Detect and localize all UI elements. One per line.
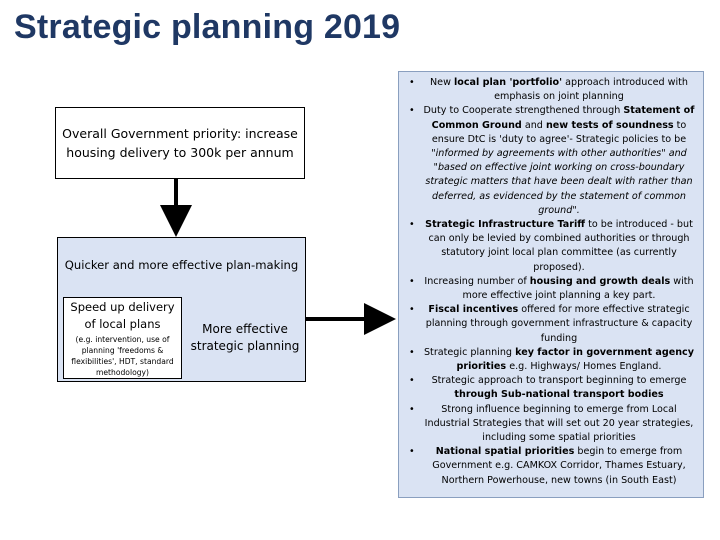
measure-text: New — [430, 77, 454, 88]
measure-item — [407, 76, 697, 104]
measures-panel — [398, 71, 704, 498]
measure-text: with more effective joint planning a key part. — [462, 275, 694, 302]
measure-text: Fiscal incentives — [428, 304, 519, 316]
measures-list — [407, 76, 697, 488]
measure-text: Duty to Cooperate strengthened through — [423, 105, 624, 117]
measure-item — [407, 346, 697, 374]
measure-text: e.g. Highways/ Homes England. — [506, 361, 662, 373]
strategic-planning-text: More effective strategic planning — [190, 322, 300, 353]
page-title: Strategic planning 2019 — [14, 8, 401, 46]
measure-item — [407, 403, 697, 446]
gov-priority-text: Overall Government priority: increase housing delivery to 300k per annum — [62, 126, 298, 160]
measure-text: Strategic Infrastructure Tariff — [425, 219, 586, 231]
measure-text: National spatial priorities — [435, 446, 575, 458]
plan-making-label: Quicker and more effective plan-making — [64, 258, 299, 272]
measure-text: housing and growth deals — [529, 275, 671, 287]
measure-text: Statement of Common Ground — [431, 105, 695, 131]
measure-text: Strategic approach to transport beginning to emerge — [431, 375, 687, 387]
measure-item — [407, 218, 697, 275]
speed-up-title: Speed up delivery of local plans — [70, 299, 175, 331]
gov-priority-box — [55, 107, 305, 179]
speed-up-box — [63, 297, 182, 379]
measure-text: and — [521, 119, 546, 131]
measure-text: offered for more effective strategic planning through government infrastructure & capacity funding — [425, 304, 693, 344]
measure-text: "informed by agreements with other authorities" and "based on effective joint working on cross-boundary strategic matters that have been dealt with rather than deferred, as evidenced by the statement of common ground". — [425, 148, 693, 216]
measure-text: Strong influence beginning to emerge from Local Industrial Strategies that will set out 20 year strategies, including some spatial priorities — [424, 403, 694, 444]
measure-item — [407, 374, 697, 402]
measure-text: Strategic planning — [423, 346, 516, 358]
measure-item — [407, 104, 697, 218]
measure-item — [407, 303, 697, 346]
measure-item — [407, 445, 697, 488]
speed-up-examples: (e.g. intervention, use of planning 'freedoms & flexibilities', HDT, standard methodology) — [71, 334, 174, 377]
measure-item — [407, 275, 697, 303]
measure-text: through Sub-national transport bodies — [454, 389, 664, 401]
measure-text: begin to emerge from Government e.g. CAMKOX Corridor, Thames Estuary, Northern Powerhouse, new towns (in South East) — [432, 446, 686, 486]
measure-text: approach introduced with emphasis on joint planning — [494, 77, 688, 103]
measure-text: Increasing number of — [424, 275, 530, 287]
measure-text: local plan 'portfolio' — [453, 77, 563, 88]
measure-text: key factor in government agency priorities — [456, 346, 695, 373]
measure-text: to ensure DtC is 'duty to agree'- Strategic policies to be — [431, 119, 687, 145]
strategic-planning-box — [189, 297, 301, 379]
measure-text: to be introduced - but can only be levied by combined authorities or through statutory joint local plan committee (as currently proposed). — [428, 219, 693, 273]
measure-text: new tests of soundness — [545, 119, 674, 131]
